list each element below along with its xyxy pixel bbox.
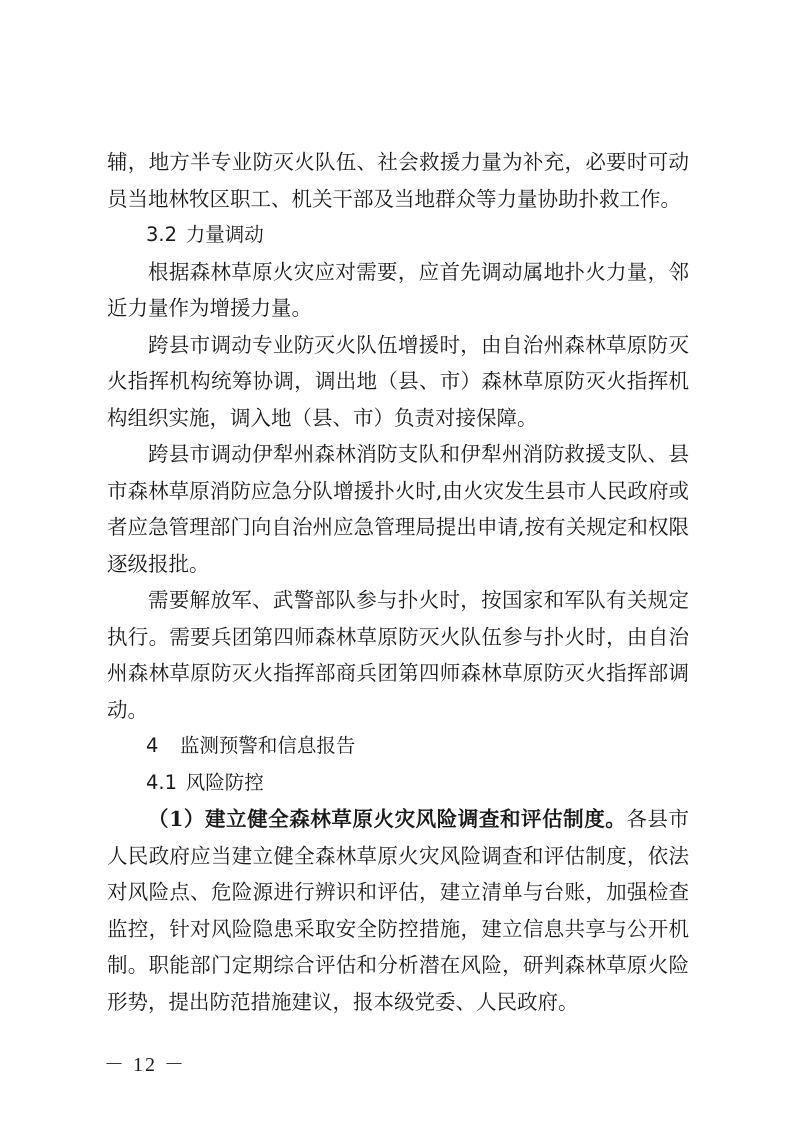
body-paragraph: 需要解放军、武警部队参与扑火时，按国家和军队有关规定执行。需要兵团第四师森林草原防灭火队伍参与扑火时，由自治州森林草原防灭火指挥部商兵团第四师森林草原防灭火指挥部调动。 <box>107 588 689 722</box>
body-paragraph: 跨县市调动专业防灭火队伍增援时，由自治州森林草原防灭火指挥机构统筹协调，调出地（县、市）森林草原防灭火指挥机构组织实施，调入地（县、市）负责对接保障。 <box>107 332 689 430</box>
section-heading-3-2 <box>107 217 689 254</box>
document-body <box>107 144 689 1020</box>
section-heading-4-1 <box>107 765 689 802</box>
paragraph-text: 各县市人民政府应当建立健全森林草原火灾风险调查和评估制度，依法对风险点、危险源进行辨识和评估，建立清单与台账，加强检查监控，针对风险隐患采取安全防控措施，建立信息共享与公开机制。职能部门定期综合评估和分析潜在风险，研判森林草原火险形势，提出防范措施建议，报本级党委、人民政府。 <box>107 807 689 1014</box>
body-paragraph: 跨县市调动伊犁州森林消防支队和伊犁州消防救援支队、县市森林草原消防应急分队增援扑火时,由火灾发生县市人民政府或者应急管理部门向自治州应急管理局提出申请,按有关规定和权限逐级报批。 <box>107 442 689 576</box>
continuation-paragraph: 辅，地方半专业防灭火队伍、社会救援力量为补充，必要时可动员当地林牧区职工、机关干部及当地群众等力量协助扑救工作。 <box>107 150 689 211</box>
body-paragraph <box>107 801 689 1020</box>
section-heading-4 <box>107 728 689 765</box>
section-title: 监测预警和信息报告 <box>179 734 356 757</box>
section-number: 4 <box>146 734 159 757</box>
section-number: 3.2 <box>146 223 178 246</box>
paragraph-lead: （1）建立健全森林草原火灾风险调查和评估制度。 <box>148 807 627 831</box>
body-paragraph: 根据森林草原火灾应对需要，应首先调动属地扑火力量，邻近力量作为增援力量。 <box>107 259 689 320</box>
section-title: 力量调动 <box>185 223 264 246</box>
section-title: 风险防控 <box>185 770 264 794</box>
page-number: － 12 － <box>104 1054 186 1076</box>
section-number: 4.1 <box>146 770 178 794</box>
